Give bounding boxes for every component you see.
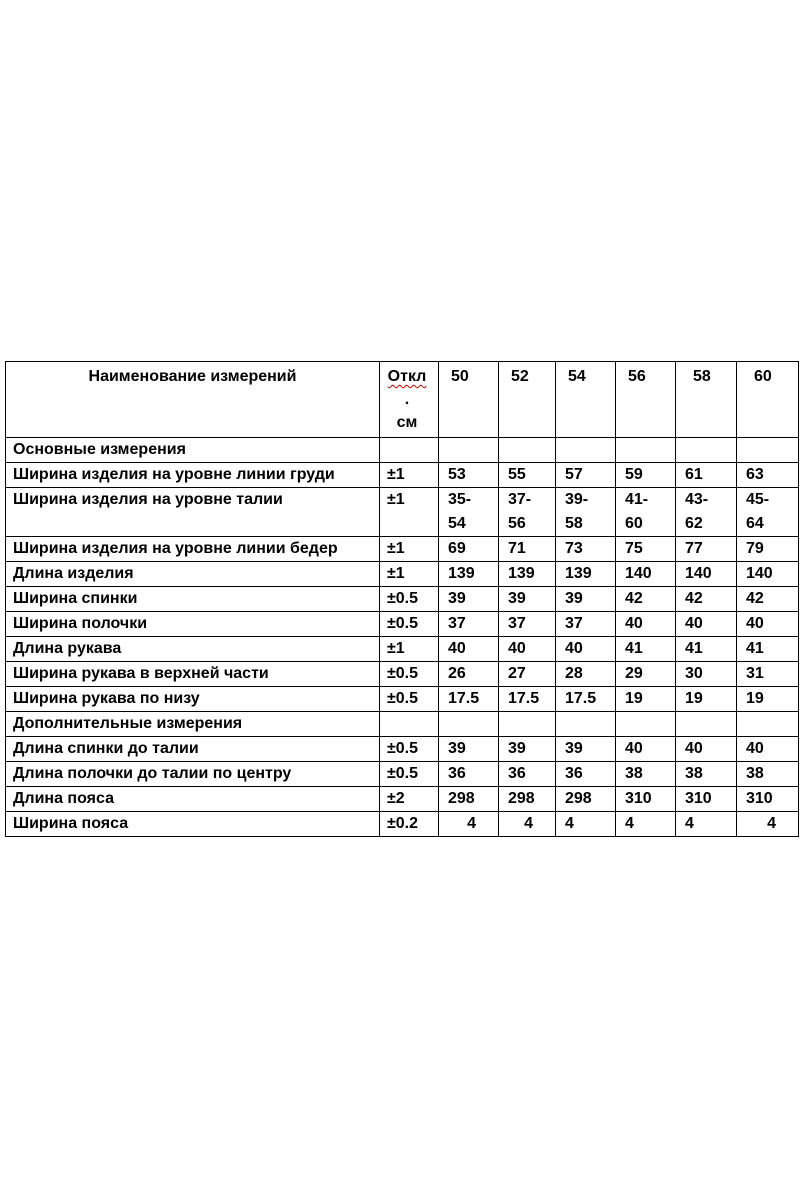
section-row-main [6, 438, 799, 463]
measurement-name: Ширина изделия на уровне линии бедер [6, 537, 380, 562]
size-value-cell: 42 [737, 587, 799, 612]
size-value-cell: 19 [737, 687, 799, 712]
size-value-cell: 73 [556, 537, 616, 562]
size-value-cell: 40 [676, 737, 737, 762]
header-size-52: 52 [499, 362, 556, 438]
tolerance-cell: ±0.5 [380, 762, 439, 787]
table-row [6, 637, 799, 662]
size-value-cell: 4 [737, 812, 799, 837]
size-value-cell: 36 [556, 762, 616, 787]
size-value-cell: 37 [556, 612, 616, 637]
header-measurement-name: Наименование измерений [6, 362, 380, 438]
size-table [5, 361, 799, 837]
size-value-cell: 75 [616, 537, 676, 562]
size-value-cell: 39 [556, 737, 616, 762]
tolerance-cell: ±2 [380, 787, 439, 812]
size-value-cell: 17.5 [556, 687, 616, 712]
size-value-cell: 40 [439, 637, 499, 662]
size-value-cell: 39 [499, 737, 556, 762]
size-value-cell: 139 [556, 562, 616, 587]
size-value-cell: 140 [616, 562, 676, 587]
tolerance-cell: ±0.2 [380, 812, 439, 837]
size-value-cell: 17.5 [499, 687, 556, 712]
header-size-60: 60 [737, 362, 799, 438]
size-value-cell: 310 [737, 787, 799, 812]
size-value-cell: 40 [676, 612, 737, 637]
size-value-cell: 140 [676, 562, 737, 587]
size-value-cell: 42 [616, 587, 676, 612]
size-value-cell: 4 [556, 812, 616, 837]
size-value-cell: 36 [439, 762, 499, 787]
size-value-cell: 140 [737, 562, 799, 587]
size-value-cell: 39 [439, 587, 499, 612]
table-row [6, 737, 799, 762]
size-value-cell: 41 [676, 637, 737, 662]
size-value-cell: 39- 58 [556, 488, 616, 537]
size-value-cell: 37- 56 [499, 488, 556, 537]
section-title-main: Основные измерения [6, 438, 380, 463]
size-value-cell: 45- 64 [737, 488, 799, 537]
size-value-cell: 40 [616, 612, 676, 637]
table-row [6, 762, 799, 787]
measurement-name: Ширина изделия на уровне линии груди [6, 463, 380, 488]
size-value-cell: 77 [676, 537, 737, 562]
section-title-extra: Дополнительные измерения [6, 712, 380, 737]
size-value-cell: 79 [737, 537, 799, 562]
table-row [6, 787, 799, 812]
size-value-cell: 40 [737, 737, 799, 762]
size-value-cell: 71 [499, 537, 556, 562]
tolerance-cell: ±1 [380, 488, 439, 537]
measurement-name: Длина пояса [6, 787, 380, 812]
size-value-cell: 298 [556, 787, 616, 812]
size-value-cell: 53 [439, 463, 499, 488]
size-value-cell: 40 [556, 637, 616, 662]
header-size-50: 50 [439, 362, 499, 438]
size-value-cell: 310 [616, 787, 676, 812]
size-value-cell: 31 [737, 662, 799, 687]
size-value-cell: 41 [737, 637, 799, 662]
table-row [6, 812, 799, 837]
size-value-cell: 39 [499, 587, 556, 612]
measurement-name: Ширина рукава по низу [6, 687, 380, 712]
table-row [6, 612, 799, 637]
tolerance-cell: ±0.5 [380, 587, 439, 612]
header-tolerance-dot: . [404, 391, 410, 408]
size-value-cell: 27 [499, 662, 556, 687]
tolerance-cell: ±0.5 [380, 662, 439, 687]
size-value-cell: 37 [439, 612, 499, 637]
measurement-name: Ширина изделия на уровне талии [6, 488, 380, 537]
size-value-cell: 42 [676, 587, 737, 612]
size-value-cell: 19 [676, 687, 737, 712]
size-chart [5, 361, 799, 837]
size-value-cell: 19 [616, 687, 676, 712]
header-tolerance-unit: см [396, 414, 418, 431]
size-value-cell: 35- 54 [439, 488, 499, 537]
size-value-cell: 30 [676, 662, 737, 687]
size-value-cell: 310 [676, 787, 737, 812]
tolerance-cell: ±0.5 [380, 612, 439, 637]
size-value-cell: 36 [499, 762, 556, 787]
measurement-name: Ширина рукава в верхней части [6, 662, 380, 687]
tolerance-cell: ±1 [380, 537, 439, 562]
size-value-cell: 61 [676, 463, 737, 488]
measurement-name: Длина рукава [6, 637, 380, 662]
size-value-cell: 40 [616, 737, 676, 762]
measurement-name: Ширина полочки [6, 612, 380, 637]
measurement-name: Длина спинки до талии [6, 737, 380, 762]
measurement-name: Длина полочки до талии по центру [6, 762, 380, 787]
tolerance-cell: ±1 [380, 562, 439, 587]
size-value-cell: 40 [737, 612, 799, 637]
size-value-cell: 41 [616, 637, 676, 662]
table-row [6, 463, 799, 488]
size-value-cell: 4 [616, 812, 676, 837]
measurement-name: Ширина спинки [6, 587, 380, 612]
size-value-cell: 40 [499, 637, 556, 662]
size-value-cell: 69 [439, 537, 499, 562]
measurement-name: Ширина пояса [6, 812, 380, 837]
tolerance-cell: ±1 [380, 463, 439, 488]
size-value-cell: 26 [439, 662, 499, 687]
measurement-name: Длина изделия [6, 562, 380, 587]
size-value-cell: 38 [737, 762, 799, 787]
size-value-cell: 4 [676, 812, 737, 837]
size-value-cell: 29 [616, 662, 676, 687]
size-value-cell: 39 [556, 587, 616, 612]
header-tolerance [380, 362, 439, 438]
table-row [6, 562, 799, 587]
header-tolerance-abbr: Откл [387, 368, 427, 385]
size-value-cell: 28 [556, 662, 616, 687]
size-value-cell: 298 [499, 787, 556, 812]
size-value-cell: 17.5 [439, 687, 499, 712]
size-value-cell: 4 [439, 812, 499, 837]
tolerance-cell: ±0.5 [380, 687, 439, 712]
table-row [6, 537, 799, 562]
tolerance-cell: ±0.5 [380, 737, 439, 762]
size-value-cell: 39 [439, 737, 499, 762]
size-value-cell: 63 [737, 463, 799, 488]
table-header-row [6, 362, 799, 438]
header-size-56: 56 [616, 362, 676, 438]
table-row [6, 687, 799, 712]
size-value-cell: 57 [556, 463, 616, 488]
table-row [6, 488, 799, 537]
section-row-extra [6, 712, 799, 737]
table-row [6, 662, 799, 687]
size-value-cell: 38 [616, 762, 676, 787]
size-value-cell: 298 [439, 787, 499, 812]
size-value-cell: 139 [499, 562, 556, 587]
table-row [6, 587, 799, 612]
header-size-54: 54 [556, 362, 616, 438]
size-value-cell: 55 [499, 463, 556, 488]
tolerance-cell: ±1 [380, 637, 439, 662]
size-value-cell: 59 [616, 463, 676, 488]
size-value-cell: 38 [676, 762, 737, 787]
header-size-58: 58 [676, 362, 737, 438]
size-value-cell: 4 [499, 812, 556, 837]
size-value-cell: 43- 62 [676, 488, 737, 537]
size-value-cell: 139 [439, 562, 499, 587]
size-value-cell: 41- 60 [616, 488, 676, 537]
size-value-cell: 37 [499, 612, 556, 637]
